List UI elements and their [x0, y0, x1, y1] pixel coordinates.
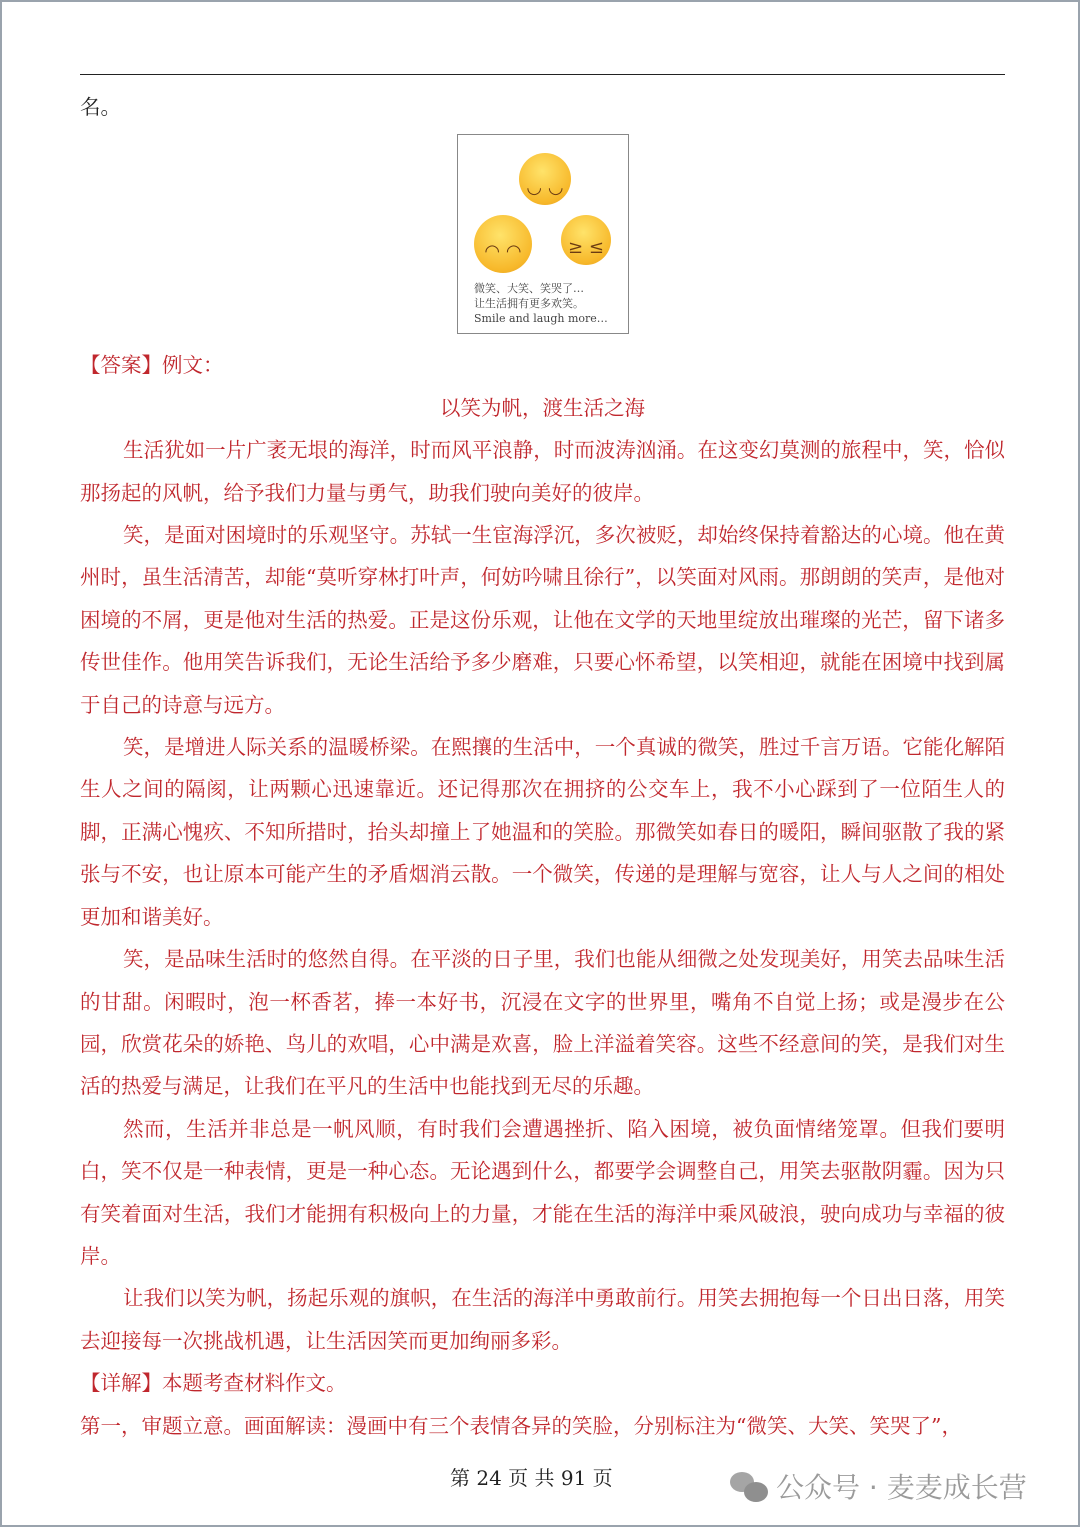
essay-paragraph: 生活犹如一片广袤无垠的海洋，时而风平浪静，时而波涛汹涌。在这变幻莫测的旅程中，笑，恰似那扬起的风帆，给予我们力量与勇气，助我们驶向美好的彼岸。	[80, 438, 1005, 505]
watermark	[730, 1466, 1027, 1506]
smiling-face-icon: ◠ ◠	[474, 215, 532, 273]
figure-caption	[474, 281, 608, 326]
caption-line: 让生活拥有更多欢笑。	[474, 297, 584, 311]
tears-of-joy-face-icon: ≥ ≤	[561, 215, 611, 265]
essay-paragraph: 笑，是增进人际关系的温暖桥梁。在熙攘的生活中，一个真诚的微笑，胜过千言万语。它能化解陌生人之间的隔阂，让两颗心迅速靠近。还记得那次在拥挤的公交车上，我不小心踩到了一位陌生人的脚，正满心愧疚、不知所措时，抬头却撞上了她温和的笑脸。那微笑如春日的暖阳，瞬间驱散了我的紧张与不安，也让原本可能产生的矛盾烟消云散。一个微笑，传递的是理解与宽容，让人与人之间的相处更加和谐美好。	[80, 735, 1005, 929]
wechat-icon	[730, 1470, 770, 1502]
header-rule	[80, 74, 1005, 75]
analysis-text: 第一，审题立意。画面解读：漫画中有三个表情各异的笑脸，分别标注为“微笑、大笑、笑哭了”，	[80, 1413, 962, 1438]
watermark-text: 公众号 · 麦麦成长营	[776, 1471, 1027, 1504]
grinning-face-icon: ◡ ◡	[519, 153, 571, 205]
page-number: 第 24 页 共 91 页	[450, 1466, 613, 1490]
essay-paragraph: 笑，是面对困境时的乐观坚守。苏轼一生宦海浮沉，多次被贬，却始终保持着豁达的心境。他在黄州时，虽生活清苦，却能“莫听穿林打叶声，何妨吟啸且徐行”，以笑面对风雨。那朗朗的笑声，是他对困境的不屑，更是他对生活的热爱。正是这份乐观，让他在文学的天地里绽放出璀璨的光芒，留下诸多传世佳作。他用笑告诉我们，无论生活给予多少磨难，只要心怀希望，以笑相迎，就能在困境中找到属于自己的诗意与远方。	[80, 523, 1005, 717]
essay-paragraph: 笑，是品味生活时的悠然自得。在平淡的日子里，我们也能从细微之处发现美好，用笑去品味生活的甘甜。闲暇时，泡一杯香茗，捧一本好书，沉浸在文字的世界里，嘴角不自觉上扬；或是漫步在公园，欣赏花朵的娇艳、鸟儿的欢唱，心中满是欢喜，脸上洋溢着笑容。这些不经意间的笑，是我们对生活的热爱与满足，让我们在平凡的生活中也能找到无尽的乐趣。	[80, 947, 1005, 1099]
essay-paragraph: 让我们以笑为帆，扬起乐观的旗帜，在生活的海洋中勇敢前行。用笑去拥抱每一个日出日落，用笑去迎接每一次挑战机遇，让生活因笑而更加绚丽多彩。	[80, 1286, 1005, 1353]
essay-paragraph: 然而，生活并非总是一帆风顺，有时我们会遭遇挫折、陷入困境，被负面情绪笼罩。但我们要明白，笑不仅是一种表情，更是一种心态。无论遇到什么，都要学会调整自己，用笑去驱散阴霾。因为只有笑着面对生活，我们才能拥有积极向上的力量，才能在生活的海洋中乘风破浪，驶向成功与幸福的彼岸。	[80, 1116, 1005, 1268]
answer-label: 【答案】例文：	[80, 353, 224, 378]
emoji-illustration	[457, 134, 629, 334]
detail-label: 【详解】本题考查材料作文。	[80, 1371, 347, 1396]
essay-title: 以笑为帆，渡生活之海	[440, 395, 645, 420]
answer-section	[80, 344, 1005, 1447]
caption-line: Smile and laugh more…	[474, 312, 608, 326]
caption-line: 微笑、大笑、笑哭了…	[474, 282, 584, 296]
top-text: 名。	[80, 95, 121, 119]
document-body	[80, 86, 1005, 1447]
